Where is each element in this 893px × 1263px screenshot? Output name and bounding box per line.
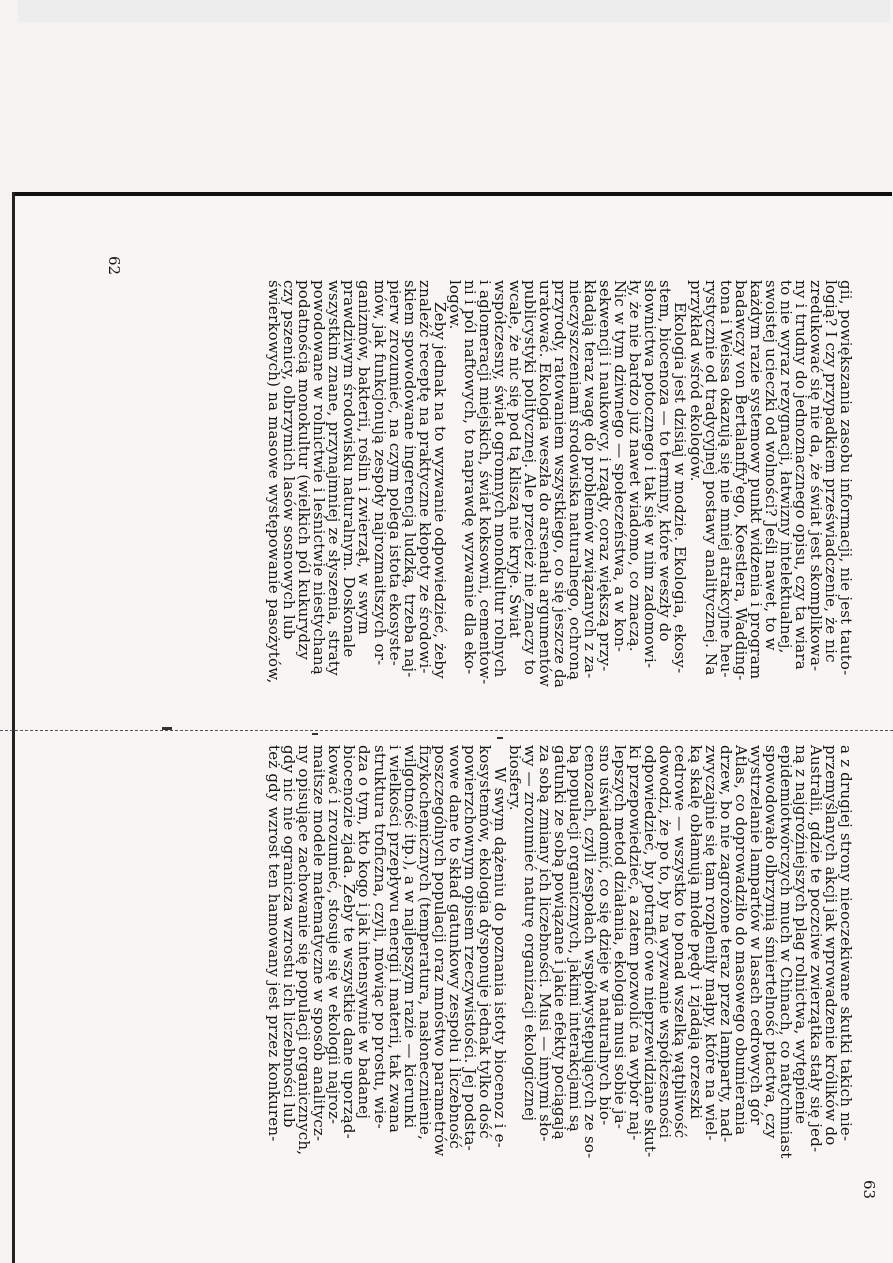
text-line: mów, jak funkcjonują zespoły najrozmaitszych or- [370, 280, 389, 666]
text-line: ganizmów, bakterii, roślin i zwierząt, w swym [355, 280, 374, 635]
text-line: wilgotność itp.), a w najlepszym razie — kierunki [400, 745, 419, 1129]
text-line: wowe dane to skład gatunkowy zespołu i liczebność [445, 745, 464, 1150]
right-page-number: 63 [860, 1180, 878, 1200]
text-line: ni i pól naftowych, to naprawdę wyzwanie dla eko- [460, 280, 479, 675]
text-line: i wielkości przepływu energii i materii, tak zwana [385, 745, 404, 1134]
text-line: Ekologia jest dzisiaj w modzie. Ekologia, ekosy- [671, 302, 690, 674]
text-line: zredukować się nie da, że świat jest skomplikowa- [806, 280, 825, 672]
text-line: prawdziwym środowisku naturalnym. Doskonale [340, 280, 359, 658]
text-line: maitsze modele matematyczne w sposób analitycz- [310, 745, 329, 1142]
scan-top-margin [18, 0, 890, 22]
text-line: też gdy wzrost ten hamowany jest przez konkuren- [265, 745, 284, 1142]
text-line: świerkowych) na masowe występowanie pasożytów, [265, 280, 284, 684]
book-fold-line [0, 730, 893, 732]
text-line: podatnością monokultur (wielkich pól kukurydzy [295, 280, 314, 661]
text-line: odpowiedzieć, by potrafić owe nieprzewidziane skut- [641, 745, 660, 1158]
text-line: wcale, że nic się pod tą kliszą nie kryje. Świat [505, 280, 524, 638]
text-line: czy pszenicy, olbrzymich lasów sosnowych lub [280, 280, 299, 640]
text-line: Żeby jednak na to wyzwanie odpowiedzieć, żeby [430, 302, 449, 679]
text-line: drzew, bo nie zagrożone teraz przez lamparty, nad- [716, 745, 735, 1143]
text-line: przemyślanych akcji jak wprowadzenie królików do [821, 745, 840, 1146]
text-line: struktura troficzna, czyli, mówiąc po prostu, wie- [370, 745, 389, 1129]
left-page-text [266, 280, 853, 700]
text-line: Atlas, co doprowadziło do masowego obumierania [731, 745, 750, 1136]
text-line: sno uświadomić, co się dzieje w naturalnych bio- [596, 745, 615, 1126]
text-line: znaleźć receptę na praktyczne kłopoty ze środowi- [415, 280, 434, 674]
text-line: gatunki ze sobą powiązane i jakie efekty pociągają [551, 745, 570, 1140]
text-line: nieczyszczeniami środowiska naturalnego, ochroną [566, 280, 585, 681]
text-line: sekwencji i naukowcy, i rządy, coraz większą przy- [596, 280, 615, 672]
text-line: poszczególnych populacji oraz mnóstwo parametrów [430, 745, 449, 1157]
text-line: ny i trudny do jednoznacznego opisu, czy ta wiara [791, 280, 810, 670]
text-line: współczesny, świat ogromnych monokultur rolnych [490, 280, 509, 678]
text-line: wszystkim znane, przynajmniej ze słyszenia, straty [325, 280, 344, 676]
text-line: gii, powiększania zasobu informacji, nie jest tauto- [837, 280, 855, 676]
text-line: ki przepowiedzieć, a zatem pozwolić na wybór naj- [626, 745, 645, 1141]
text-line: dza o tym, kto kogo i jak intensywnie w badanej [355, 745, 374, 1120]
text-line: dowodzi, że po to, by na wyzwanie współczesności [656, 745, 675, 1139]
text-line: wy — zrozumieć naturę organizacji ekologicznej [521, 745, 540, 1122]
text-line: bą populacji organicznych, jakimi interakcjami są [566, 745, 585, 1132]
text-line: słownictwa potocznego i tak się w nim zadomowi- [641, 280, 660, 669]
text-line: badawczy von Bertalanffy'ego, Koestlera, Wadding- [731, 280, 750, 681]
text-line: biocenozie zjada. Żeby te wszystkie dane uporząd- [340, 745, 359, 1139]
text-line: tona i Weissa okazują się nie mniej atrakcyjne heu- [716, 280, 735, 678]
text-line: biosfery. [505, 745, 524, 811]
text-line: ny opisujące zachowanie się populacji organicznych, [295, 745, 314, 1156]
text-line: swoistej ucieczki od wolności? Jeśli nawet, to w [761, 280, 780, 651]
text-line: fizykochemicznych (temperatura, nasłonecznienie, [415, 745, 434, 1141]
text-line: spowodowało olbrzymią śmiertelność ptactwa, czy [761, 745, 780, 1139]
scan-speck [497, 737, 503, 739]
text-line: cenozach, czyli zespołach współwystępujących ze so- [581, 745, 600, 1159]
page-edge-shadow-left [12, 192, 15, 1263]
text-line: W swym dążeniu do poznania istoty biocenoz i e- [490, 767, 509, 1148]
text-line: Nic w tym dziwnego — społeczeństwa, a w kon- [611, 280, 630, 652]
text-line: epidemiotwórczych much w Chinach, co natychmiast [776, 745, 795, 1159]
text-line: rystycznie od tradycyjnej postawy analitycznej. Na [701, 280, 720, 676]
text-line: publicystyki politycznej. Ale przecież nie znaczy to [521, 280, 540, 676]
text-line: przyrody, ratowaniem wszystkiego, co się jeszcze da [551, 280, 570, 688]
text-line: uratować. Ekologia weszła do arsenału argumentów [536, 280, 555, 688]
scan-speck [162, 727, 172, 730]
text-line: powodowane w rolnictwie i leśnictwie niestychaną [310, 280, 329, 675]
text-line: za sobą zmiany ich liczebności. Musi — innymi sło- [536, 745, 555, 1142]
text-line: stem, biocenoza — to terminy, które weszły do [656, 280, 675, 642]
text-line: kosystemów, ekologia dysponuje jednak tylko dość [475, 745, 494, 1139]
text-line: logią? I czy przypadkiem przeświadczenie, że nic [821, 280, 840, 663]
text-line: to nie wyraz rezygnacji, łatwizny intelektualnej, [776, 280, 795, 654]
text-line: każdym razie systemowy punkt widzenia i program [746, 280, 765, 680]
text-line: i aglomeracji miejskich, świat koksowni, cementow- [475, 280, 494, 685]
page-edge-shadow [12, 192, 892, 196]
text-line: a z drugiej strony nieoczekiwane skutki takich nie- [837, 745, 855, 1142]
text-line: cedrowe — wszystko to ponad wszelką wątpliwość [671, 745, 690, 1139]
text-line: lepszych metod działania, ekologia musi sobie ja- [611, 745, 630, 1130]
text-line: pierw zrozumieć, na czym polega istota ekosyste- [385, 280, 404, 667]
text-line: przykład wśród ekologów. [686, 280, 705, 482]
left-page-number: 62 [105, 256, 123, 276]
text-line: kować i zrozumieć, stosuje się w ekologii najroz- [325, 745, 344, 1125]
text-line: ną z najgroźniejszych plag rolnictwa, wytępienie [791, 745, 810, 1125]
text-line: ką skalę obłamują młode pędy i zjadają orzeszki [686, 745, 705, 1120]
text-line: zwyczajnie się tam rozpleniły małpy, które na wiel- [701, 745, 720, 1141]
right-page-text [266, 745, 853, 1185]
text-line: Australii, gdzie te poczciwe zwierzątka stały się jed- [806, 745, 825, 1153]
text-line: powierzchownym opisem rzeczywistości. Jej podsta- [460, 745, 479, 1151]
text-line: gdy nic nie ogranicza wzrostu ich liczebności lub [280, 745, 299, 1128]
text-line: logów. [445, 280, 464, 330]
text-line: wystrzelanie lampartów w lasach cedrowych gór [746, 745, 765, 1126]
scan-speck [312, 733, 318, 735]
text-line: ły, że nie bardzo już nawet wiadomo, co znaczą. [626, 280, 645, 652]
text-line: kładają teraz wagę do problemów związanych z za- [581, 280, 600, 679]
text-line: skiem spowodowane ingerencją ludzką, trzeba naj- [400, 280, 419, 678]
